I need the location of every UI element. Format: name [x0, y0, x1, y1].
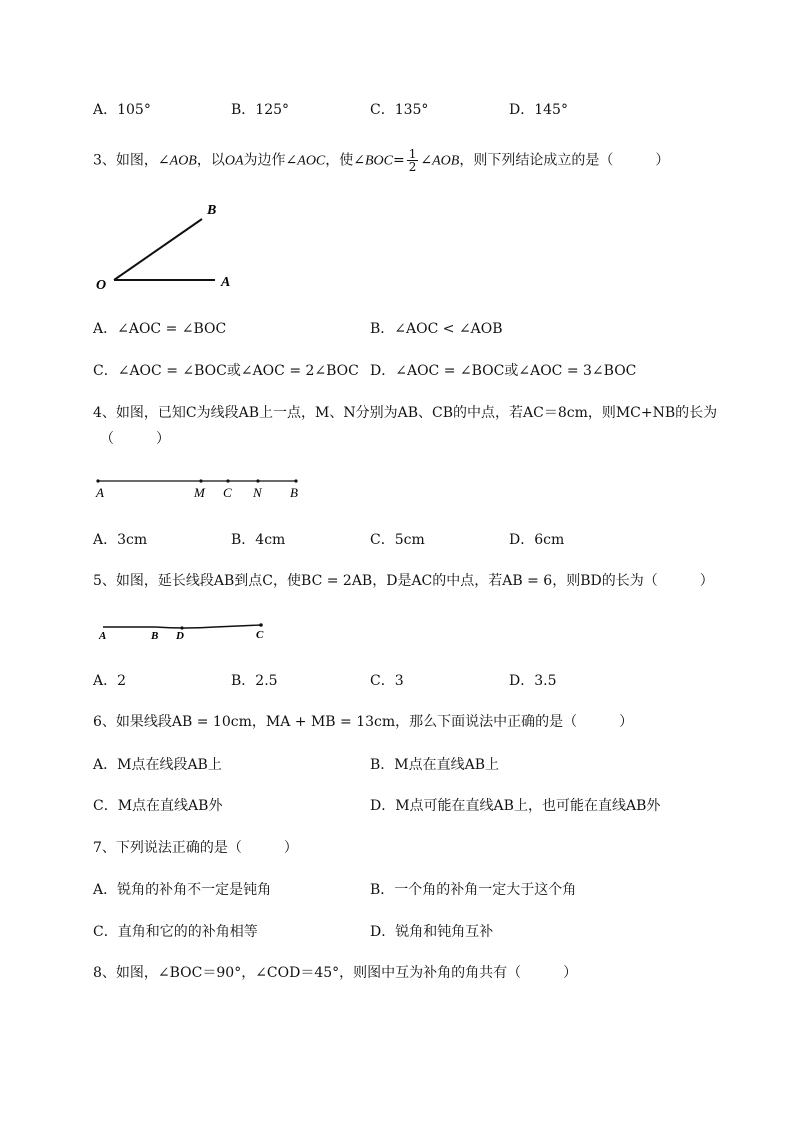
q3-option-a: A．∠AOC = ∠BOC: [93, 321, 227, 337]
q7-option-b: B．一个角的补角一定大于这个角: [370, 882, 577, 898]
q2-option-a: A．105°: [93, 102, 151, 118]
q3-stem: 3、如图，∠AOB，以OA为边作∠AOC，使∠BOC= $\frac{1}{2}$ ∠AOB，则下列结论成立的是（ ）: [93, 147, 670, 174]
q4-option-b: B．4cm: [231, 532, 286, 548]
q4-stem-line2: （ ）: [100, 431, 170, 447]
q4-option-a: A．3cm: [93, 532, 148, 548]
q2-option-d: D．145°: [509, 102, 568, 118]
q4-option-c: C．5cm: [370, 532, 425, 548]
q2-option-c: C．135°: [370, 102, 429, 118]
q6-option-b: B．M点在直线AB上: [370, 757, 500, 773]
q7-stem: 7、下列说法正确的是（ ）: [93, 840, 298, 856]
q7-option-a: A．锐角的补角不一定是钝角: [93, 882, 272, 898]
label-n: N: [253, 485, 262, 500]
q3-option-d: D．∠AOC = ∠BOC或∠AOC = 3∠BOC: [370, 363, 637, 379]
q5-option-a: A．2: [93, 673, 127, 689]
label-a: A: [221, 275, 231, 290]
label-b: B: [207, 203, 217, 218]
label-o: O: [96, 278, 107, 293]
label-b: B: [151, 630, 159, 642]
q3-angle-figure: [90, 195, 250, 295]
point-a: [96, 479, 99, 482]
label-m: M: [194, 485, 205, 500]
q5-segment-figure: [95, 618, 275, 644]
point-c: [226, 479, 229, 482]
q5-option-b: B．2.5: [231, 673, 278, 689]
label-c: C: [256, 629, 264, 641]
q4-option-d: D．6cm: [509, 532, 565, 548]
q7-option-c: C．直角和它的的补角相等: [93, 924, 258, 940]
q6-option-a: A．M点在线段AB上: [93, 757, 222, 773]
q3-fraction: $\frac{1}{2}$: [408, 147, 417, 174]
q2-option-b: B．125°: [231, 102, 290, 118]
q8-stem: 8、如图，∠BOC＝90°，∠COD＝45°，则图中互为补角的角共有（ ）: [93, 965, 578, 981]
label-d: D: [176, 630, 184, 642]
q3-option-c: C．∠AOC = ∠BOC或∠AOC = 2∠BOC: [93, 363, 359, 379]
q4-segment-figure: [90, 474, 320, 504]
q3-option-b: B．∠AOC < ∠AOB: [370, 321, 503, 337]
q5-option-c: C．3: [370, 673, 404, 689]
ray-ob: [114, 219, 202, 280]
point-b: [294, 479, 297, 482]
q6-stem: 6、如果线段AB = 10cm，MA + MB = 13cm，那么下面说法中正确的是（ ）: [93, 714, 634, 730]
label-a: A: [99, 630, 107, 642]
q7-option-d: D．锐角和钝角互补: [370, 924, 494, 940]
point-m: [199, 479, 202, 482]
label-b: B: [290, 485, 298, 500]
point-c: [259, 623, 263, 627]
q6-option-d: D．M点可能在直线AB上，也可能在直线AB外: [370, 798, 661, 814]
q4-stem-line1: 4、如图，已知C为线段AB上一点，M、N分别为AB、CB的中点，若AC＝8cm，则MC+NB的长为: [93, 405, 718, 421]
label-c: C: [223, 485, 232, 500]
q6-option-c: C．M点在直线AB外: [93, 798, 223, 814]
label-a: A: [96, 485, 104, 500]
q5-stem: 5、如图，延长线段AB到点C，使BC = 2AB，D是AC的中点，若AB = 6，则BD的长为（ ）: [93, 573, 714, 589]
q5-option-d: D．3.5: [509, 673, 557, 689]
point-n: [256, 479, 259, 482]
